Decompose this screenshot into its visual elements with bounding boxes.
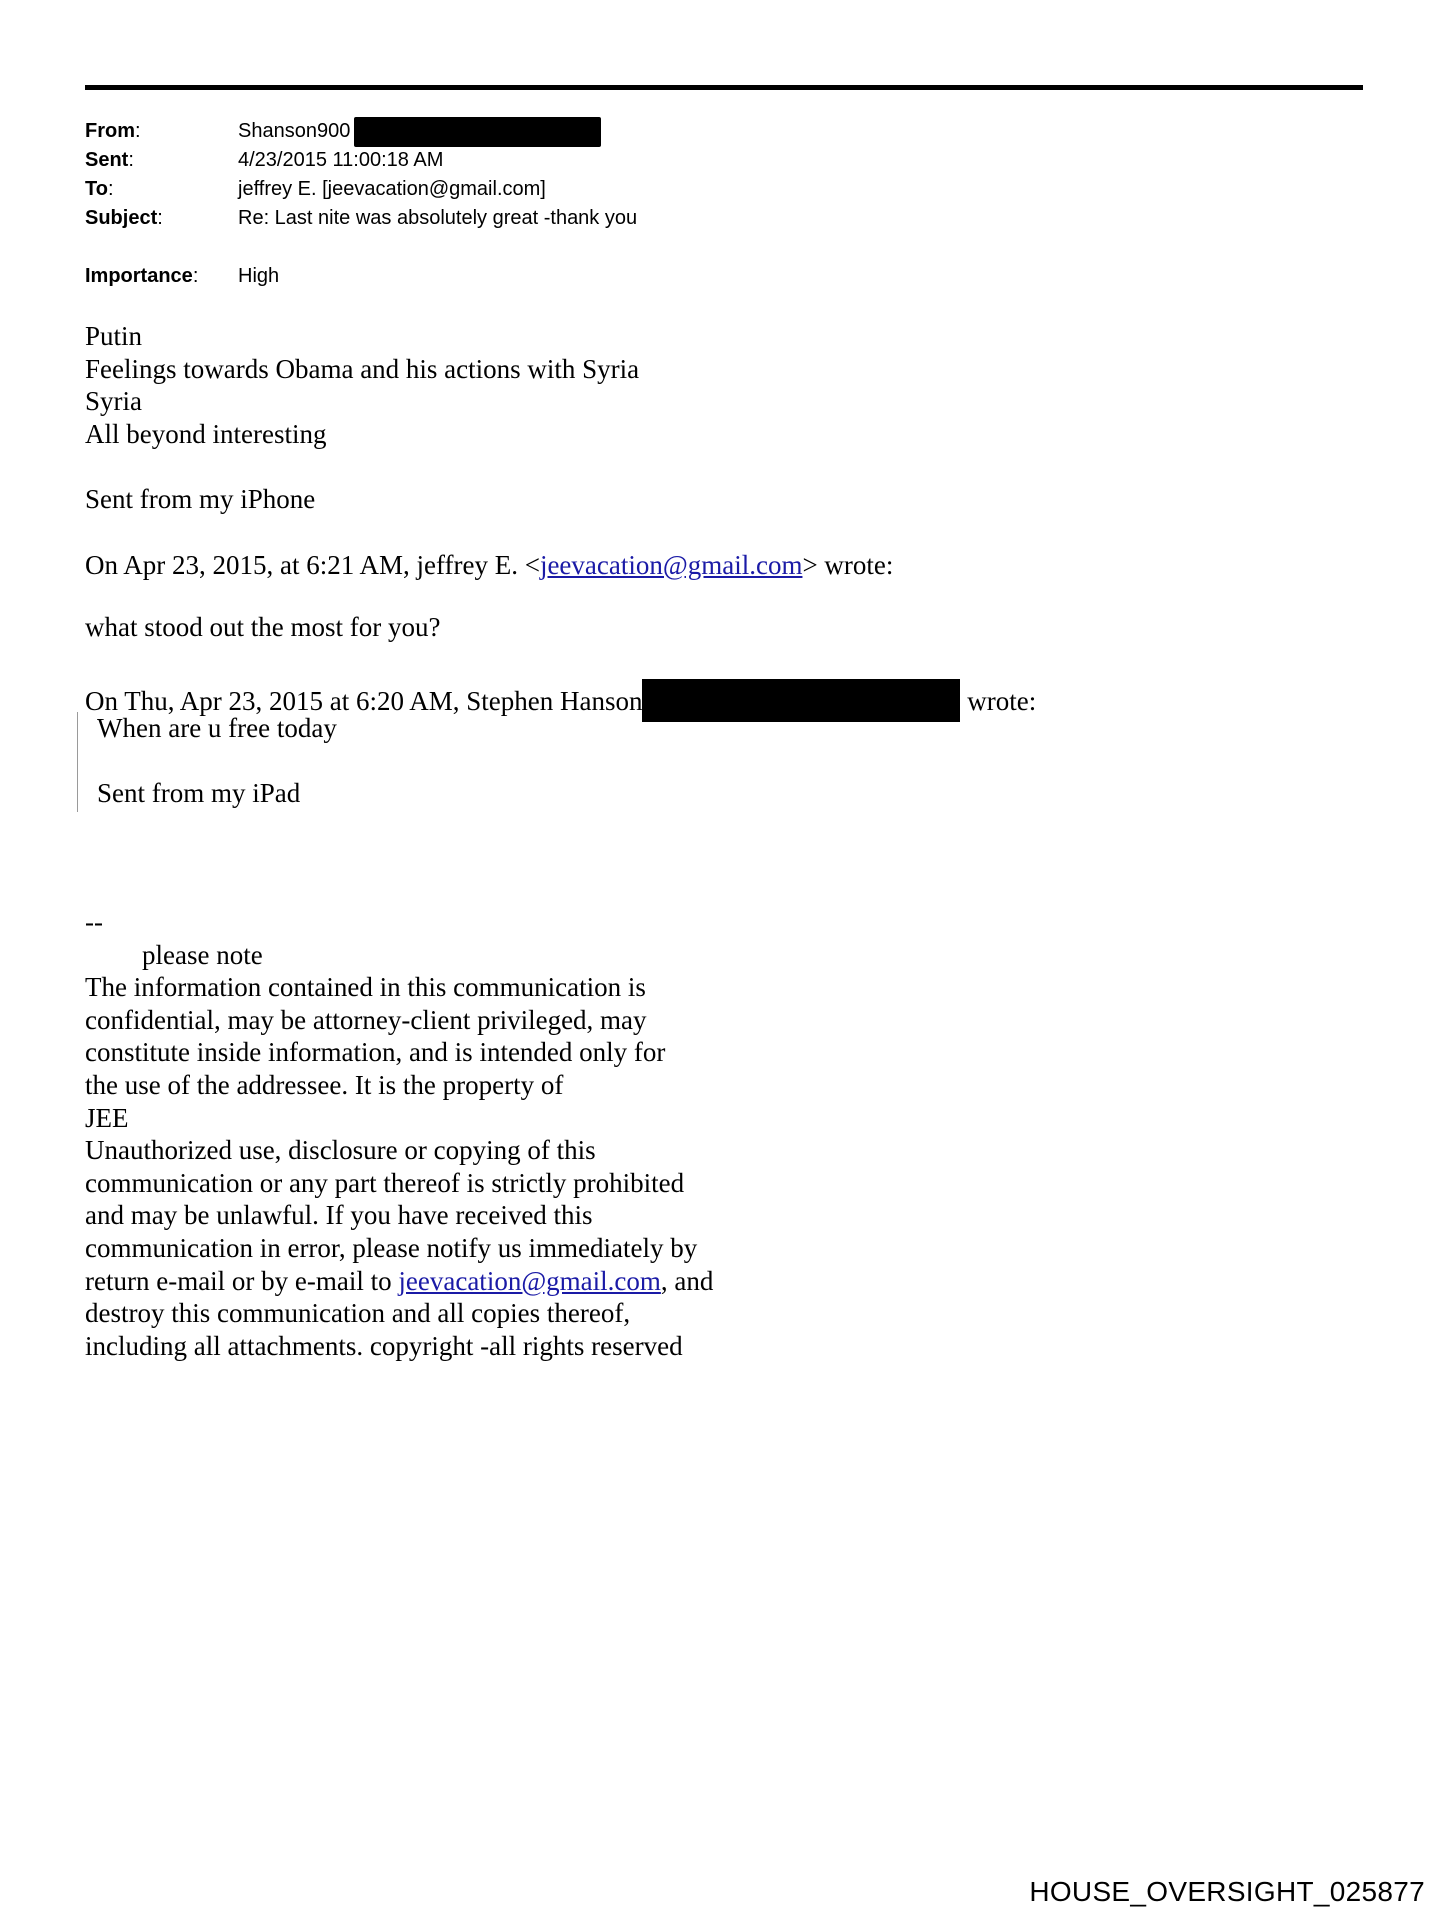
email-link[interactable]: jeevacation@gmail.com: [398, 1265, 661, 1296]
disclaimer: [85, 906, 713, 1362]
importance-row: [85, 262, 637, 291]
message-line: Putin: [85, 321, 143, 351]
redaction-box: [354, 117, 601, 147]
disclaimer-line: and may be unlawful. If you have received this: [85, 1200, 593, 1231]
message-body: [85, 320, 639, 516]
bates-number: HOUSE_OVERSIGHT_025877: [1029, 1876, 1425, 1907]
to-value: jeffrey E. [jeevacation@gmail.com]: [238, 178, 546, 200]
disclaimer-line: constitute inside information, and is intended only for: [85, 1037, 666, 1068]
importance-value: High: [238, 265, 280, 287]
disclaimer-line: communication in error, please notify us immediately by: [85, 1232, 698, 1263]
disclaimer-line: including all attachments. copyright -all rights reserved: [85, 1330, 683, 1361]
sent-value: 4/23/2015 11:00:18 AM: [238, 149, 444, 171]
reply-jeffrey-intro: On Apr 23, 2015, at 6:21 AM, jeffrey E. <jeevacation@gmail.com> wrote:: [85, 550, 894, 580]
to-label: To:: [85, 178, 114, 200]
top-rule: [85, 85, 1363, 90]
to-row: [85, 175, 637, 204]
from-label: From:: [85, 120, 141, 142]
subject-row: [85, 204, 637, 233]
message-signature: Sent from my iPhone: [85, 483, 316, 514]
reply-jeffrey: [85, 549, 893, 582]
reply-jeffrey-body: what stood out the most for you?: [85, 612, 441, 642]
disclaimer-line: communication or any part thereof is strictly prohibited: [85, 1167, 685, 1198]
email-link[interactable]: jeevacation@gmail.com: [539, 550, 803, 580]
message-line: Feelings towards Obama and his actions with Syria: [85, 353, 640, 384]
signature-dashes: --: [85, 907, 103, 937]
reply-hanson-intro: On Thu, Apr 23, 2015 at 6:20 AM, Stephen Hanson wrote:: [85, 679, 1036, 722]
redaction-box: [642, 679, 960, 722]
disclaimer-line: Unauthorized use, disclosure or copying of this: [85, 1135, 596, 1166]
disclaimer-line: destroy this communication and all copies thereof,: [85, 1298, 631, 1329]
quoted-line: When are u free today: [97, 713, 337, 743]
quoted-message: [77, 712, 337, 812]
from-row: [85, 117, 637, 146]
disclaimer-line: the use of the addressee. It is the property of: [85, 1069, 564, 1100]
subject-label: Subject:: [85, 207, 163, 229]
message-line: All beyond interesting: [85, 418, 327, 449]
disclaimer-note: please note: [142, 939, 263, 970]
email-header: [85, 117, 637, 291]
disclaimer-line: The information contained in this communication is: [85, 972, 646, 1003]
disclaimer-line: JEE: [85, 1102, 129, 1133]
disclaimer-line: return e-mail or by e-mail to jeevacation@gmail.com, and: [85, 1265, 714, 1296]
from-value: Shanson900: [238, 120, 351, 142]
importance-label: Importance:: [85, 265, 199, 287]
message-line: Syria: [85, 386, 142, 417]
subject-value: Re: Last nite was absolutely great -thank you: [238, 207, 638, 229]
disclaimer-line: confidential, may be attorney-client privileged, may: [85, 1004, 647, 1035]
sent-label: Sent:: [85, 149, 134, 171]
quoted-signature: Sent from my iPad: [97, 778, 301, 809]
sent-row: [85, 146, 637, 175]
